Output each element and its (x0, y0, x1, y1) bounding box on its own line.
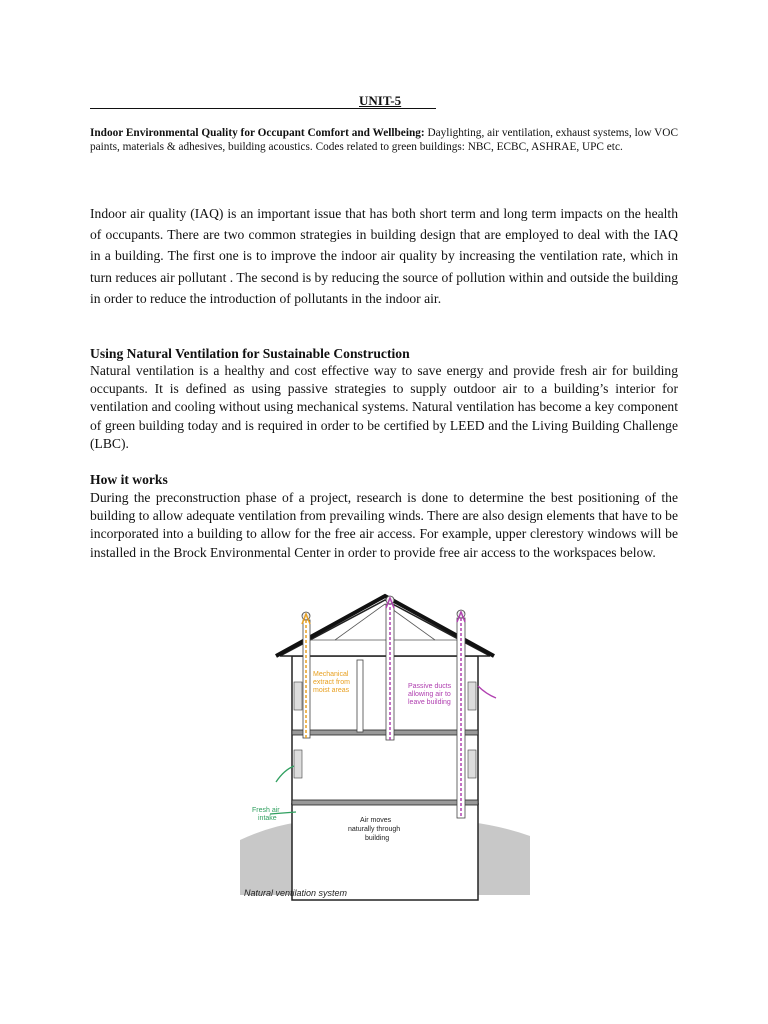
exhaust-air-arrow (478, 686, 496, 698)
window-lower-left (294, 750, 302, 778)
syllabus-lead: Indoor Environmental Quality for Occupant Comfort and Wellbeing: (90, 127, 425, 139)
figure-caption: Natural ventilation system (244, 888, 348, 898)
label-passive-2: allowing air to (408, 691, 451, 698)
label-mechanical-3: moist areas (313, 687, 350, 694)
label-passive-3: leave building (408, 699, 451, 706)
internal-column (357, 660, 363, 732)
window-upper-left (294, 682, 302, 710)
floor-slab-lower (292, 800, 478, 805)
label-air-moves-2: naturally through (348, 826, 401, 833)
syllabus-topics: Daylighting, air ventilation, exhaust systems, low VOC paints, materials & adhesives, building acoustics. Codes related to green buildings: NBC, ECBC, ASHRAE, UPC etc. (90, 127, 678, 153)
label-fresh-air-1: Fresh air (252, 807, 280, 814)
ventilation-diagram-svg (240, 590, 530, 902)
natural-ventilation-heading: Using Natural Ventilation for Sustainable Construction (90, 346, 410, 361)
unit-title: UNIT-5 (359, 93, 402, 108)
window-upper-right (468, 682, 476, 710)
window-lower-right (468, 750, 476, 778)
ventilation-diagram (240, 590, 530, 902)
label-air-moves-1: Air moves (360, 817, 392, 824)
label-mechanical-1: Mechanical (313, 671, 349, 678)
syllabus-text (90, 126, 678, 154)
label-air-moves-3: building (365, 835, 390, 842)
natural-ventilation-paragraph: Natural ventilation is a healthy and cost effective way to save energy and provide fresh air for building occupants. It is defined as using passive strategies to supply outdoor air to a building’s interior for ventilation and cooling without using mechanical systems. Natural ventilation has become a key component of green building today and is required in order to be certified by LEED and the Living Building Challenge (LBC). (90, 363, 678, 451)
iaq-paragraph: Indoor air quality (IAQ) is an important issue that has both short term and long term impacts on the health of occupants. There are two common strategies in building design that are employed to deal with the IAQ in a building. The first one is to improve the indoor air quality by increasing the ventilation rate, which in turn reduces air pollutant . The second is by reducing the source of pollution within and outside the building in order to reduce the introduction of pollutants in the indoor air. (90, 206, 678, 306)
floor-slab-upper (292, 730, 478, 735)
how-it-works-heading: How it works (90, 472, 168, 487)
label-passive-1: Passive ducts (408, 683, 452, 690)
how-it-works-paragraph: During the preconstruction phase of a project, research is done to determine the best positioning of the building to allow adequate ventilation from prevailing winds. There are also design elements that have to be incorporated into a building to allow for the free air access. For example, upper clerestory windows will be installed in the Brock Environmental Center in order to provide free air access to the workspaces below. (90, 490, 678, 560)
label-fresh-air-2: intake (258, 815, 277, 822)
label-mechanical-2: extract from (313, 679, 350, 686)
